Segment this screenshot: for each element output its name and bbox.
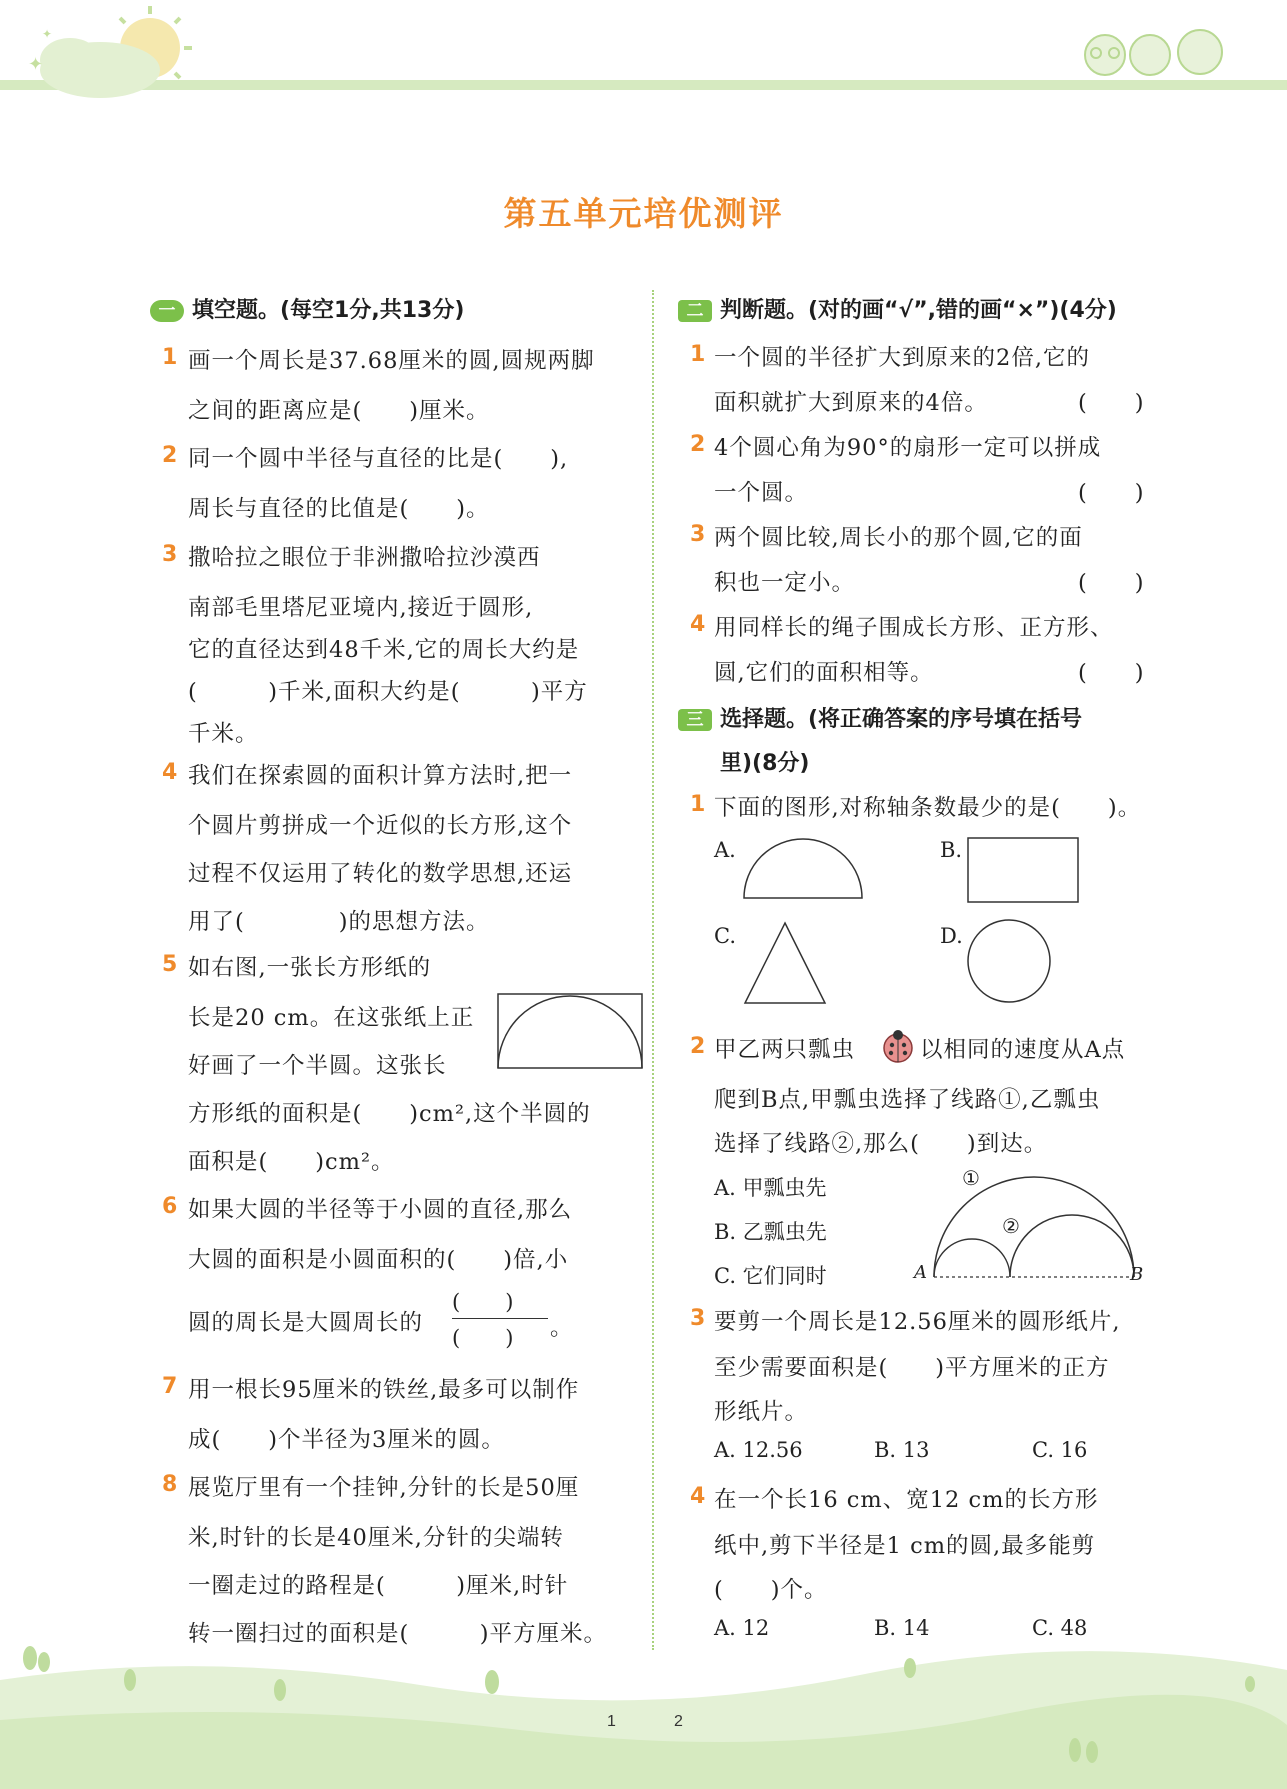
rectangle-shape [966, 836, 1080, 904]
section2-heading: 二 判断题。(对的画“√”,错的画“×”)(4分) [678, 293, 1117, 324]
mc4-line: 纸中,剪下半径是1 cm的圆,最多能剪 [714, 1533, 1096, 1559]
mc1-number: 1 [690, 792, 706, 817]
section1-heading: 一 填空题。(每空1分,共13分) [150, 293, 464, 324]
tf4-line: 圆,它们的面积相等。 [714, 660, 934, 686]
q6-line: 圆的周长是大圆周长的 [188, 1310, 424, 1336]
q4-line: 个圆片剪拼成一个近似的长方形,这个 [188, 813, 573, 839]
q7-line: 用一根长95厘米的铁丝,最多可以制作 [188, 1377, 580, 1403]
route1-label: ① [962, 1166, 980, 1190]
q4-line: 用了( )的思想方法。 [188, 909, 490, 935]
mc3-line: 形纸片。 [714, 1399, 809, 1425]
tf1-line: 面积就扩大到原来的4倍。 [714, 390, 988, 416]
tf1-number: 1 [690, 342, 706, 367]
q5-line: 如右图,一张长方形纸的 [188, 955, 432, 981]
tf2-line: 4个圆心角为90°的扇形一定可以拼成 [714, 435, 1102, 461]
tf1-answer-blank[interactable]: ( ) [1078, 390, 1145, 416]
column-divider [652, 290, 654, 1650]
q8-line: 米,时针的长是40厘米,分针的尖端转 [188, 1525, 564, 1551]
page-number-right: 2 [674, 1713, 683, 1730]
q5-line: 好画了一个半圆。这张长 [188, 1053, 447, 1079]
tf4-number: 4 [690, 612, 706, 637]
fraction-bar [452, 1318, 548, 1319]
mc1-option-b[interactable]: B. [940, 838, 963, 862]
q2-line: 周长与直径的比值是( )。 [188, 496, 490, 522]
q5-number: 5 [162, 952, 178, 977]
fraction-end: 。 [550, 1315, 574, 1341]
mc4-option-c[interactable]: C. 48 [1032, 1616, 1088, 1640]
point-a-label: A [914, 1262, 927, 1283]
mc1-line: 下面的图形,对称轴条数最少的是( )。 [714, 795, 1142, 821]
fraction-numerator: ( ) [452, 1290, 515, 1314]
q4-number: 4 [162, 760, 178, 785]
point-b-label: B [1130, 1264, 1144, 1285]
mc4-line: ( )个。 [714, 1577, 828, 1603]
q3-line: 南部毛里塔尼亚境内,接近于圆形, [188, 595, 534, 621]
section2-badge: 二 [678, 300, 712, 322]
mc3-number: 3 [690, 1306, 706, 1331]
q6-line: 如果大圆的半径等于小圆的直径,那么 [188, 1197, 573, 1223]
mc2-line: 甲乙两只瓢虫 [714, 1037, 856, 1063]
q1-line: 之间的距离应是( )厘米。 [188, 398, 490, 424]
ladybug-icon [880, 1028, 916, 1064]
tf2-number: 2 [690, 432, 706, 457]
mc2-option-b[interactable]: B. 乙瓢虫先 [714, 1220, 827, 1244]
mc1-option-c[interactable]: C. [714, 924, 736, 948]
tf2-answer-blank[interactable]: ( ) [1078, 480, 1145, 506]
mc2-option-c[interactable]: C. 它们同时 [714, 1264, 827, 1288]
tf3-number: 3 [690, 522, 706, 547]
mc4-option-b[interactable]: B. 14 [874, 1616, 930, 1640]
mc1-option-d[interactable]: D. [940, 924, 963, 948]
q6-line: 大圆的面积是小圆面积的( )倍,小 [188, 1247, 569, 1273]
section1-badge: 一 [150, 300, 184, 322]
route2-label: ② [1002, 1214, 1020, 1238]
q5-line: 面积是( )cm²。 [188, 1149, 395, 1175]
tf2-line: 一个圆。 [714, 480, 809, 506]
mc3-option-a[interactable]: A. 12.56 [714, 1438, 803, 1462]
tf3-answer-blank[interactable]: ( ) [1078, 570, 1145, 596]
animal-mascots-icon [1085, 30, 1222, 75]
q4-line: 我们在探索圆的面积计算方法时,把一 [188, 763, 573, 789]
section3-heading: 三 选择题。(将正确答案的序号填在括号 [678, 702, 1082, 733]
q8-line: 展览厅里有一个挂钟,分针的长是50厘 [188, 1475, 580, 1501]
triangle-shape [742, 920, 828, 1006]
q8-line: 转一圈扫过的面积是( )平方厘米。 [188, 1621, 608, 1647]
mc3-option-c[interactable]: C. 16 [1032, 1438, 1088, 1462]
mc1-option-a[interactable]: A. [714, 838, 736, 862]
mc2-number: 2 [690, 1034, 706, 1059]
tf3-line: 积也一定小。 [714, 570, 856, 596]
q3-number: 3 [162, 542, 178, 567]
header-band [0, 80, 1287, 90]
q3-line: 它的直径达到48千米,它的周长大约是 [188, 637, 580, 663]
q7-number: 7 [162, 1374, 178, 1399]
svg-text:✦: ✦ [42, 27, 53, 41]
q1-line: 画一个周长是37.68厘米的圆,圆规两脚 [188, 348, 595, 374]
routes-figure [910, 1162, 1150, 1292]
mc2-line: 爬到B点,甲瓢虫选择了线路①,乙瓢虫 [714, 1087, 1101, 1113]
header-decoration [0, 0, 1287, 120]
mc2-line: 以相同的速度从A点 [920, 1037, 1126, 1063]
q3-line: 千米。 [188, 721, 259, 747]
mc3-line: 要剪一个周长是12.56厘米的圆形纸片, [714, 1309, 1121, 1335]
tf4-answer-blank[interactable]: ( ) [1078, 660, 1145, 686]
semicircle-shape [742, 836, 864, 900]
q3-line: ( )千米,面积大约是( )平方 [188, 679, 588, 705]
mc4-option-a[interactable]: A. 12 [714, 1616, 770, 1640]
q5-line: 方形纸的面积是( )cm²,这个半圆的 [188, 1101, 591, 1127]
q8-line: 一圈走过的路程是( )厘米,时针 [188, 1573, 569, 1599]
q7-line: 成( )个半径为3厘米的圆。 [188, 1427, 505, 1453]
mc3-option-b[interactable]: B. 13 [874, 1438, 930, 1462]
tf1-line: 一个圆的半径扩大到原来的2倍,它的 [714, 345, 1090, 371]
rectangle-semicircle-figure [496, 992, 646, 1072]
q8-number: 8 [162, 1472, 178, 1497]
q1-number: 1 [162, 345, 178, 370]
mc4-number: 4 [690, 1484, 706, 1509]
page-number-left: 1 [607, 1713, 616, 1730]
fraction-denominator: ( ) [452, 1326, 515, 1350]
tf3-line: 两个圆比较,周长小的那个圆,它的面 [714, 525, 1083, 551]
mc4-line: 在一个长16 cm、宽12 cm的长方形 [714, 1487, 1099, 1513]
star-icon: ✦ [28, 54, 44, 75]
section3-badge: 三 [678, 709, 712, 731]
q5-line: 长是20 cm。在这张纸上正 [188, 1005, 475, 1031]
section3-heading-cont: 里)(8分) [720, 751, 810, 776]
mc2-option-a[interactable]: A. 甲瓢虫先 [714, 1176, 827, 1200]
mc3-line: 至少需要面积是( )平方厘米的正方 [714, 1355, 1110, 1381]
q6-number: 6 [162, 1194, 178, 1219]
footer-landscape [0, 1640, 1287, 1789]
mc2-line: 选择了线路②,那么( )到达。 [714, 1131, 1048, 1157]
q4-line: 过程不仅运用了转化的数学思想,还运 [188, 861, 573, 887]
circle-shape [966, 918, 1052, 1004]
q2-number: 2 [162, 443, 178, 468]
q3-line: 撒哈拉之眼位于非洲撒哈拉沙漠西 [188, 545, 541, 571]
tf4-line: 用同样长的绳子围成长方形、正方形、 [714, 615, 1114, 641]
q2-line: 同一个圆中半径与直径的比是( ), [188, 446, 569, 472]
page-title: 第五单元培优测评 [503, 194, 784, 233]
